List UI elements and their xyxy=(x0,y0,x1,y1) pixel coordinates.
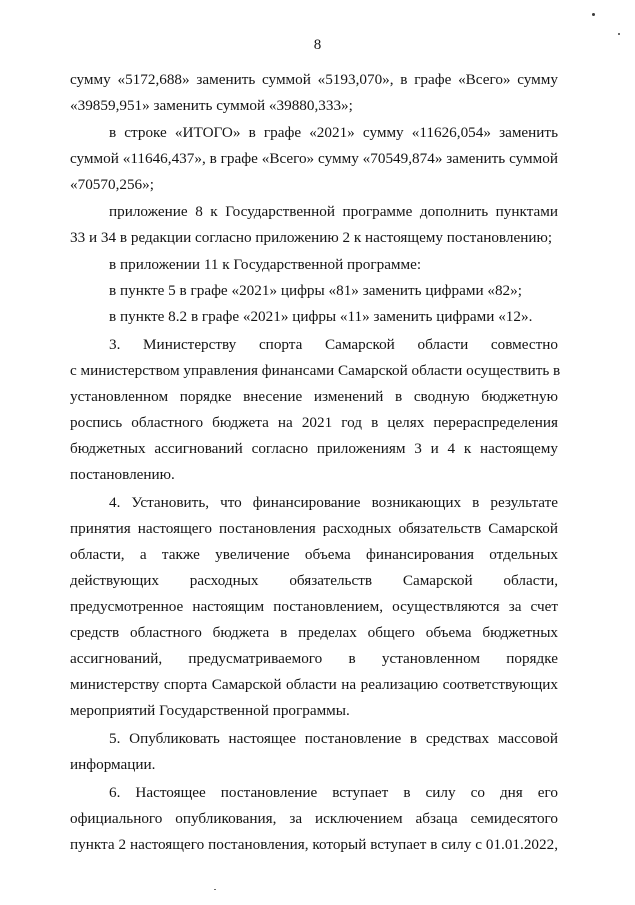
text-line: ассигнований, предусматриваемого в установленном порядке xyxy=(70,650,558,667)
text-line: министерству спорта Самарской области на реализацию соответствующих xyxy=(70,676,558,693)
text-line: 3. Министерству спорта Самарской области совместно xyxy=(109,336,558,353)
text-line: «70570,256»; xyxy=(70,176,154,193)
text-line: в приложении 11 к Государственной программе: xyxy=(109,256,422,273)
page-number: 8 xyxy=(313,37,322,53)
text-line: действующих расходных обязательств Самарской области, xyxy=(70,572,558,589)
scan-speck xyxy=(214,889,216,890)
text-line: в строке «ИТОГО» в графе «2021» сумму «11626,054» заменить xyxy=(109,124,558,141)
text-line: 33 и 34 в редакции согласно приложению 2 к настоящему постановлению; xyxy=(70,229,553,246)
text-line: информации. xyxy=(70,756,156,773)
text-line: официального опубликования, за исключением абзаца семидесятого xyxy=(70,810,558,827)
text-line: постановлению. xyxy=(70,466,175,483)
text-line: 6. Настоящее постановление вступает в силу со дня его xyxy=(109,784,558,801)
text-line: предусмотренное настоящим постановлением, осуществляются за счет xyxy=(70,598,558,615)
text-line: в пункте 5 в графе «2021» цифры «81» заменить цифрами «82»; xyxy=(109,282,522,299)
text-line: области, а также увеличение объема финансирования отдельных xyxy=(70,546,558,563)
text-line: роспись областного бюджета на 2021 год в целях перераспределения xyxy=(70,414,558,431)
text-line: бюджетных ассигнований согласно приложениям 3 и 4 к настоящему xyxy=(70,440,558,457)
text-line: в пункте 8.2 в графе «2021» цифры «11» заменить цифрами «12». xyxy=(109,308,533,325)
text-line: пункта 2 настоящего постановления, который вступает в силу с 01.01.2022, xyxy=(70,836,558,853)
text-line: с министерством управления финансами Самарской области осуществить в xyxy=(70,362,561,379)
text-line: средств областного бюджета в пределах общего объема бюджетных xyxy=(70,624,558,641)
text-line: суммой «11646,437», в графе «Всего» сумму «70549,874» заменить суммой xyxy=(70,150,558,167)
text-line: приложение 8 к Государственной программе дополнить пунктами xyxy=(109,203,558,220)
text-line: принятия настоящего постановления расходных обязательств Самарской xyxy=(70,520,558,537)
text-line: мероприятий Государственной программы. xyxy=(70,702,350,719)
text-line: «39859,951» заменить суммой «39880,333»; xyxy=(70,97,353,114)
text-line: 5. Опубликовать настоящее постановление в средствах массовой xyxy=(109,730,558,747)
text-line: сумму «5172,688» заменить суммой «5193,070», в графе «Всего» сумму xyxy=(70,71,558,88)
scan-speck xyxy=(592,13,595,16)
text-line: установленном порядке внесение изменений в сводную бюджетную xyxy=(70,388,558,405)
text-line: 4. Установить, что финансирование возникающих в результате xyxy=(109,494,558,511)
scan-speck xyxy=(618,33,620,35)
